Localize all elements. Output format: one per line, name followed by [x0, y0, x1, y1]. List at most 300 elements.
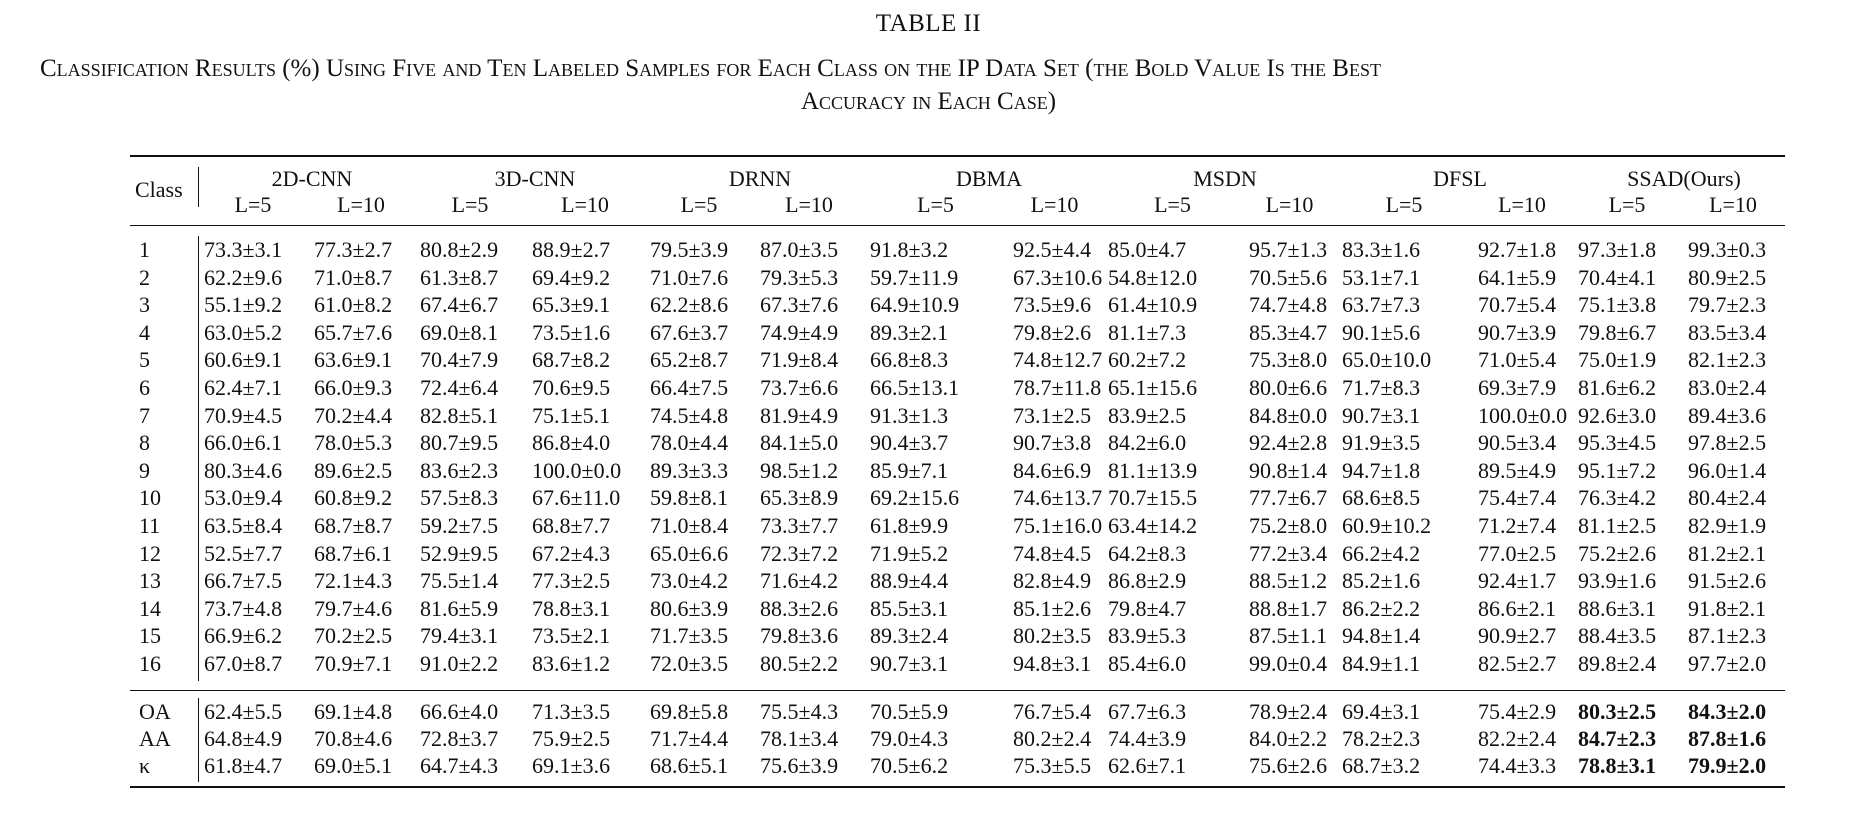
- top-rule: [130, 155, 1785, 157]
- value-cell: 55.1±9.2: [204, 292, 283, 318]
- value-cell: 74.9±4.9: [760, 319, 839, 345]
- value-cell: 70.7±15.5: [1108, 485, 1198, 511]
- value-cell: 92.5±4.4: [1013, 237, 1092, 262]
- value-cell: 65.0±10.0: [1342, 347, 1432, 373]
- value-cell: 82.1±2.3: [1688, 347, 1767, 373]
- value-cell: 75.5±1.4: [420, 568, 499, 594]
- value-cell: 89.8±2.4: [1578, 650, 1657, 676]
- value-cell: 70.5±6.2: [870, 753, 949, 778]
- value-cell: 75.9±2.5: [532, 726, 611, 751]
- value-cell: 67.6±3.7: [650, 319, 729, 345]
- value-cell: 79.8±2.6: [1013, 319, 1092, 345]
- value-cell: 84.9±1.1: [1342, 650, 1421, 676]
- summary-row: [130, 698, 1790, 725]
- value-cell: 80.7±9.5: [420, 430, 499, 456]
- value-cell: 59.8±8.1: [650, 485, 729, 511]
- value-cell: 84.1±5.0: [760, 430, 839, 456]
- value-cell: 68.6±5.1: [650, 753, 729, 778]
- value-cell: 75.3±5.5: [1013, 753, 1092, 778]
- value-cell: 77.3±2.7: [314, 237, 393, 262]
- value-cell: 68.8±7.7: [532, 512, 611, 538]
- class-row: [130, 567, 1790, 595]
- value-cell: 78.7±11.8: [1013, 374, 1102, 400]
- value-cell: 52.9±9.5: [420, 540, 499, 566]
- class-row: [130, 595, 1790, 623]
- value-cell: 84.7±2.3: [1578, 726, 1657, 751]
- value-cell: 59.7±11.9: [870, 264, 959, 290]
- value-cell: 81.6±5.9: [420, 595, 499, 621]
- value-cell: 75.3±8.0: [1249, 347, 1328, 373]
- value-cell: 53.1±7.1: [1342, 264, 1421, 290]
- class-label-cell: 4: [139, 319, 150, 345]
- value-cell: 92.7±1.8: [1478, 237, 1557, 262]
- class-results-table: [130, 236, 1790, 678]
- class-row: [130, 540, 1790, 568]
- method-header: DBMA: [955, 166, 1022, 191]
- class-label-cell: 7: [139, 402, 150, 428]
- class-label-cell: 9: [139, 457, 150, 483]
- value-cell: 81.1±13.9: [1108, 457, 1198, 483]
- sample-size-header: L=5: [917, 192, 954, 217]
- value-cell: 89.4±3.6: [1688, 402, 1767, 428]
- value-cell: 71.0±5.4: [1478, 347, 1557, 373]
- value-cell: 52.5±7.7: [204, 540, 283, 566]
- value-cell: 84.0±2.2: [1249, 726, 1328, 751]
- value-cell: 82.2±2.4: [1478, 726, 1557, 751]
- value-cell: 94.8±1.4: [1342, 623, 1421, 649]
- value-cell: 70.5±5.6: [1249, 264, 1328, 290]
- table-caption: [0, 52, 1857, 118]
- value-cell: 73.5±1.6: [532, 319, 611, 345]
- value-cell: 90.7±3.1: [870, 650, 949, 676]
- value-cell: 62.4±7.1: [204, 374, 283, 400]
- value-cell: 78.1±3.4: [760, 726, 839, 751]
- value-cell: 91.5±2.6: [1688, 568, 1767, 594]
- value-cell: 60.8±9.2: [314, 485, 393, 511]
- value-cell: 96.0±1.4: [1688, 457, 1767, 483]
- value-cell: 82.8±5.1: [420, 402, 499, 428]
- sample-size-header: L=5: [234, 192, 272, 217]
- value-cell: 86.2±2.2: [1342, 595, 1421, 621]
- caption-line-2: Accuracy in Each Case): [800, 88, 1057, 115]
- value-cell: 75.0±1.9: [1578, 347, 1657, 373]
- sample-size-header: L=5: [1385, 192, 1423, 217]
- value-cell: 92.6±3.0: [1578, 402, 1657, 428]
- value-cell: 70.2±2.5: [314, 623, 393, 649]
- value-cell: 75.1±3.8: [1578, 292, 1657, 318]
- sample-size-header: L=5: [680, 192, 718, 217]
- value-cell: 68.7±8.2: [532, 347, 611, 373]
- class-label-cell: 8: [139, 430, 150, 456]
- value-cell: 60.9±10.2: [1342, 512, 1432, 538]
- class-row: [130, 402, 1790, 430]
- method-header: DFSL: [1433, 166, 1487, 191]
- value-cell: 77.7±6.7: [1249, 485, 1328, 511]
- value-cell: 85.3±4.7: [1249, 319, 1328, 345]
- value-cell: 59.2±7.5: [420, 512, 499, 538]
- class-label-cell: 1: [139, 237, 150, 262]
- value-cell: 98.5±1.2: [760, 457, 839, 483]
- value-cell: 65.0±6.6: [650, 540, 729, 566]
- value-cell: 83.6±2.3: [420, 457, 499, 483]
- value-cell: 93.9±1.6: [1578, 568, 1657, 594]
- value-cell: 97.7±2.0: [1688, 650, 1767, 676]
- value-cell: 80.2±2.4: [1013, 726, 1092, 751]
- value-cell: 80.8±2.9: [420, 237, 499, 262]
- value-cell: 66.8±8.3: [870, 347, 949, 373]
- value-cell: 91.3±1.3: [870, 402, 949, 428]
- value-cell: 63.0±5.2: [204, 319, 283, 345]
- value-cell: 67.0±8.7: [204, 650, 283, 676]
- value-cell: 90.1±5.6: [1342, 319, 1421, 345]
- value-cell: 85.9±7.1: [870, 457, 949, 483]
- value-cell: 74.8±12.7: [1013, 347, 1103, 373]
- value-cell: 78.8±3.1: [1578, 753, 1657, 778]
- value-cell: 70.7±5.4: [1478, 292, 1557, 318]
- value-cell: 63.6±9.1: [314, 347, 393, 373]
- value-cell: 70.8±4.6: [314, 726, 393, 751]
- value-cell: 100.0±0.0: [532, 457, 622, 483]
- value-cell: 83.9±5.3: [1108, 623, 1187, 649]
- value-cell: 68.6±8.5: [1342, 485, 1421, 511]
- value-cell: 81.1±2.5: [1578, 512, 1657, 538]
- value-cell: 92.4±1.7: [1478, 568, 1557, 594]
- value-cell: 88.6±3.1: [1578, 595, 1657, 621]
- value-cell: 79.7±2.3: [1688, 292, 1767, 318]
- value-cell: 72.3±7.2: [760, 540, 839, 566]
- value-cell: 84.6±6.9: [1013, 457, 1092, 483]
- value-cell: 80.0±6.6: [1249, 374, 1328, 400]
- value-cell: 89.3±2.4: [870, 623, 949, 649]
- value-cell: 60.6±9.1: [204, 347, 283, 373]
- class-label-cell: 2: [139, 264, 150, 290]
- value-cell: 69.4±9.2: [532, 264, 611, 290]
- value-cell: 80.6±3.9: [650, 595, 729, 621]
- value-cell: 70.6±9.5: [532, 374, 611, 400]
- value-cell: 70.2±4.4: [314, 402, 393, 428]
- sample-size-header: L=5: [1608, 192, 1646, 217]
- table-title: TABLE II: [875, 10, 982, 37]
- value-cell: 66.5±13.1: [870, 374, 960, 400]
- value-cell: 91.8±3.2: [870, 237, 949, 262]
- value-cell: 89.3±2.1: [870, 319, 949, 345]
- class-row: [130, 346, 1790, 374]
- value-cell: 82.9±1.9: [1688, 512, 1767, 538]
- value-cell: 64.8±4.9: [204, 726, 283, 751]
- value-cell: 57.5±8.3: [420, 485, 499, 511]
- value-cell: 79.9±2.0: [1688, 753, 1767, 778]
- summary-rule: [130, 690, 1785, 691]
- value-cell: 89.3±3.3: [650, 457, 729, 483]
- class-row: [130, 264, 1790, 292]
- value-cell: 76.7±5.4: [1013, 699, 1092, 724]
- value-cell: 70.4±7.9: [420, 347, 499, 373]
- class-header: Class: [135, 177, 183, 202]
- class-label-cell: κ: [139, 753, 151, 778]
- value-cell: 83.0±2.4: [1688, 374, 1767, 400]
- value-cell: 75.6±2.6: [1249, 753, 1328, 778]
- value-cell: 78.0±4.4: [650, 430, 729, 456]
- value-cell: 83.9±2.5: [1108, 402, 1187, 428]
- value-cell: 90.5±3.4: [1478, 430, 1557, 456]
- value-cell: 90.7±3.1: [1342, 402, 1421, 428]
- value-cell: 66.0±9.3: [314, 374, 393, 400]
- value-cell: 85.5±3.1: [870, 595, 949, 621]
- value-cell: 61.4±10.9: [1108, 292, 1198, 318]
- method-header: DRNN: [728, 166, 792, 191]
- value-cell: 71.9±8.4: [760, 347, 839, 373]
- value-cell: 77.2±3.4: [1249, 540, 1328, 566]
- value-cell: 63.4±14.2: [1108, 512, 1198, 538]
- value-cell: 74.6±13.7: [1013, 485, 1103, 511]
- value-cell: 61.3±8.7: [420, 264, 499, 290]
- value-cell: 64.7±4.3: [420, 753, 499, 778]
- value-cell: 75.6±3.9: [760, 753, 839, 778]
- value-cell: 88.4±3.5: [1578, 623, 1657, 649]
- value-cell: 81.2±2.1: [1688, 540, 1767, 566]
- value-cell: 71.3±3.5: [532, 699, 611, 724]
- value-cell: 88.9±2.7: [532, 237, 611, 262]
- value-cell: 74.8±4.5: [1013, 540, 1092, 566]
- value-cell: 71.0±8.4: [650, 512, 729, 538]
- value-cell: 90.9±2.7: [1478, 623, 1557, 649]
- value-cell: 73.7±6.6: [760, 374, 839, 400]
- bottom-rule: [130, 786, 1785, 788]
- value-cell: 82.8±4.9: [1013, 568, 1092, 594]
- value-cell: 80.3±2.5: [1578, 699, 1657, 724]
- value-cell: 61.8±9.9: [870, 512, 949, 538]
- class-label-cell: 5: [139, 347, 150, 373]
- value-cell: 85.0±4.7: [1108, 237, 1187, 262]
- value-cell: 91.8±2.1: [1688, 595, 1767, 621]
- summary-row: [130, 725, 1790, 752]
- value-cell: 85.2±1.6: [1342, 568, 1421, 594]
- value-cell: 68.7±8.7: [314, 512, 393, 538]
- value-cell: 64.1±5.9: [1478, 264, 1557, 290]
- value-cell: 65.7±7.6: [314, 319, 393, 345]
- sample-size-header: L=10: [785, 192, 833, 217]
- value-cell: 71.7±8.3: [1342, 374, 1421, 400]
- value-cell: 66.4±7.5: [650, 374, 729, 400]
- value-cell: 71.0±8.7: [314, 264, 393, 290]
- value-cell: 61.8±4.7: [204, 753, 283, 778]
- sample-size-header: L=10: [1709, 192, 1757, 217]
- value-cell: 80.3±4.6: [204, 457, 283, 483]
- value-cell: 75.1±5.1: [532, 402, 611, 428]
- caption-line-1: Classification Results (%) Using Five and Ten Labeled Samples for Each Class on the IP Data Set (the Bold Value Is the Best: [40, 55, 1381, 82]
- class-label-cell: 6: [139, 374, 150, 400]
- value-cell: 75.5±4.3: [760, 699, 839, 724]
- value-cell: 68.7±3.2: [1342, 753, 1421, 778]
- class-label-cell: 12: [139, 540, 161, 566]
- value-cell: 95.7±1.3: [1249, 237, 1328, 262]
- class-row: [130, 622, 1790, 650]
- value-cell: 60.2±7.2: [1108, 347, 1187, 373]
- value-cell: 79.8±4.7: [1108, 595, 1187, 621]
- value-cell: 75.4±2.9: [1478, 699, 1557, 724]
- value-cell: 73.5±2.1: [532, 623, 611, 649]
- value-cell: 62.4±5.5: [204, 699, 283, 724]
- value-cell: 81.9±4.9: [760, 402, 839, 428]
- value-cell: 68.7±6.1: [314, 540, 393, 566]
- value-cell: 79.5±3.9: [650, 237, 729, 262]
- class-row: [130, 319, 1790, 347]
- value-cell: 78.9±2.4: [1249, 699, 1328, 724]
- value-cell: 89.6±2.5: [314, 457, 393, 483]
- value-cell: 67.3±7.6: [760, 292, 839, 318]
- value-cell: 69.0±5.1: [314, 753, 393, 778]
- value-cell: 91.9±3.5: [1342, 430, 1421, 456]
- summary-results-table: [130, 698, 1790, 779]
- value-cell: 73.0±4.2: [650, 568, 729, 594]
- value-cell: 71.2±7.4: [1478, 512, 1557, 538]
- value-cell: 89.5±4.9: [1478, 457, 1557, 483]
- value-cell: 94.7±1.8: [1342, 457, 1421, 483]
- value-cell: 75.2±2.6: [1578, 540, 1657, 566]
- value-cell: 63.7±7.3: [1342, 292, 1421, 318]
- value-cell: 77.0±2.5: [1478, 540, 1557, 566]
- class-row: [130, 457, 1790, 485]
- value-cell: 62.6±7.1: [1108, 753, 1187, 778]
- value-cell: 83.3±1.6: [1342, 237, 1421, 262]
- class-row: [130, 650, 1790, 678]
- value-cell: 81.6±6.2: [1578, 374, 1657, 400]
- value-cell: 78.8±3.1: [532, 595, 611, 621]
- value-cell: 87.0±3.5: [760, 237, 839, 262]
- value-cell: 69.2±15.6: [870, 485, 960, 511]
- value-cell: 83.6±1.2: [532, 650, 611, 676]
- value-cell: 69.1±4.8: [314, 699, 393, 724]
- value-cell: 86.8±2.9: [1108, 568, 1187, 594]
- value-cell: 66.0±6.1: [204, 430, 283, 456]
- value-cell: 69.0±8.1: [420, 319, 499, 345]
- value-cell: 66.9±6.2: [204, 623, 283, 649]
- value-cell: 86.8±4.0: [532, 430, 611, 456]
- class-label-cell: 15: [139, 623, 161, 649]
- method-header: 3D-CNN: [494, 166, 576, 191]
- value-cell: 65.3±8.9: [760, 485, 839, 511]
- value-cell: 72.4±6.4: [420, 374, 499, 400]
- method-header: MSDN: [1193, 166, 1257, 191]
- value-cell: 66.2±4.2: [1342, 540, 1421, 566]
- value-cell: 64.9±10.9: [870, 292, 960, 318]
- method-header: SSAD(Ours): [1627, 166, 1741, 191]
- value-cell: 54.8±12.0: [1108, 264, 1198, 290]
- value-cell: 88.5±1.2: [1249, 568, 1328, 594]
- value-cell: 84.8±0.0: [1249, 402, 1328, 428]
- value-cell: 79.0±4.3: [870, 726, 949, 751]
- value-cell: 61.0±8.2: [314, 292, 393, 318]
- value-cell: 75.1±16.0: [1013, 512, 1103, 538]
- value-cell: 72.8±3.7: [420, 726, 499, 751]
- value-cell: 66.7±7.5: [204, 568, 283, 594]
- value-cell: 84.2±6.0: [1108, 430, 1187, 456]
- class-column-divider-header: [198, 167, 199, 207]
- value-cell: 80.4±2.4: [1688, 485, 1767, 511]
- value-cell: 62.2±8.6: [650, 292, 729, 318]
- value-cell: 71.7±4.4: [650, 726, 729, 751]
- sample-size-header: L=10: [561, 192, 609, 217]
- value-cell: 90.8±1.4: [1249, 457, 1328, 483]
- value-cell: 67.7±6.3: [1108, 699, 1187, 724]
- sample-size-header: L=5: [451, 192, 489, 217]
- value-cell: 67.4±6.7: [420, 292, 499, 318]
- value-cell: 90.7±3.8: [1013, 430, 1092, 456]
- sample-size-header: L=10: [1265, 192, 1314, 217]
- value-cell: 74.5±4.8: [650, 402, 729, 428]
- value-cell: 70.5±5.9: [870, 699, 949, 724]
- value-cell: 79.3±5.3: [760, 264, 839, 290]
- value-cell: 87.1±2.3: [1688, 623, 1767, 649]
- value-cell: 71.0±7.6: [650, 264, 729, 290]
- class-row: [130, 291, 1790, 319]
- value-cell: 99.3±0.3: [1688, 237, 1767, 262]
- value-cell: 65.1±15.6: [1108, 374, 1198, 400]
- value-cell: 71.6±4.2: [760, 568, 839, 594]
- value-cell: 75.4±7.4: [1478, 485, 1557, 511]
- value-cell: 74.4±3.3: [1478, 753, 1557, 778]
- header-rule: [130, 225, 1785, 226]
- value-cell: 67.3±10.6: [1013, 264, 1103, 290]
- value-cell: 88.8±1.7: [1249, 595, 1328, 621]
- class-label-cell: AA: [139, 726, 171, 751]
- value-cell: 72.0±3.5: [650, 650, 729, 676]
- value-cell: 85.1±2.6: [1013, 595, 1092, 621]
- value-cell: 65.3±9.1: [532, 292, 611, 318]
- value-cell: 81.1±7.3: [1108, 319, 1187, 345]
- class-row: [130, 484, 1790, 512]
- value-cell: 74.7±4.8: [1249, 292, 1328, 318]
- class-row: [130, 512, 1790, 540]
- value-cell: 97.3±1.8: [1578, 237, 1657, 262]
- value-cell: 74.4±3.9: [1108, 726, 1187, 751]
- sample-size-header: L=10: [337, 192, 385, 217]
- value-cell: 86.6±2.1: [1478, 595, 1557, 621]
- value-cell: 94.8±3.1: [1013, 650, 1092, 676]
- value-cell: 79.8±6.7: [1578, 319, 1657, 345]
- value-cell: 88.9±4.4: [870, 568, 949, 594]
- value-cell: 69.4±3.1: [1342, 699, 1421, 724]
- sample-size-header: L=10: [1498, 192, 1546, 217]
- value-cell: 65.2±8.7: [650, 347, 729, 373]
- class-label-cell: 11: [139, 512, 161, 538]
- class-row: [130, 374, 1790, 402]
- value-cell: 73.1±2.5: [1013, 402, 1092, 428]
- summary-row: [130, 752, 1790, 779]
- value-cell: 53.0±9.4: [204, 485, 283, 511]
- value-cell: 70.9±7.1: [314, 650, 393, 676]
- class-label-cell: 10: [139, 485, 161, 511]
- class-row: [130, 429, 1790, 457]
- value-cell: 73.3±3.1: [204, 237, 283, 262]
- class-label-cell: OA: [139, 699, 171, 724]
- value-cell: 80.2±3.5: [1013, 623, 1092, 649]
- value-cell: 71.9±5.2: [870, 540, 949, 566]
- value-cell: 73.5±9.6: [1013, 292, 1092, 318]
- value-cell: 76.3±4.2: [1578, 485, 1657, 511]
- value-cell: 80.5±2.2: [760, 650, 839, 676]
- class-label-cell: 14: [139, 595, 161, 621]
- value-cell: 92.4±2.8: [1249, 430, 1328, 456]
- value-cell: 95.3±4.5: [1578, 430, 1657, 456]
- value-cell: 97.8±2.5: [1688, 430, 1767, 456]
- value-cell: 87.5±1.1: [1249, 623, 1328, 649]
- value-cell: 79.4±3.1: [420, 623, 499, 649]
- value-cell: 63.5±8.4: [204, 512, 283, 538]
- value-cell: 64.2±8.3: [1108, 540, 1187, 566]
- value-cell: 72.1±4.3: [314, 568, 393, 594]
- value-cell: 73.3±7.7: [760, 512, 839, 538]
